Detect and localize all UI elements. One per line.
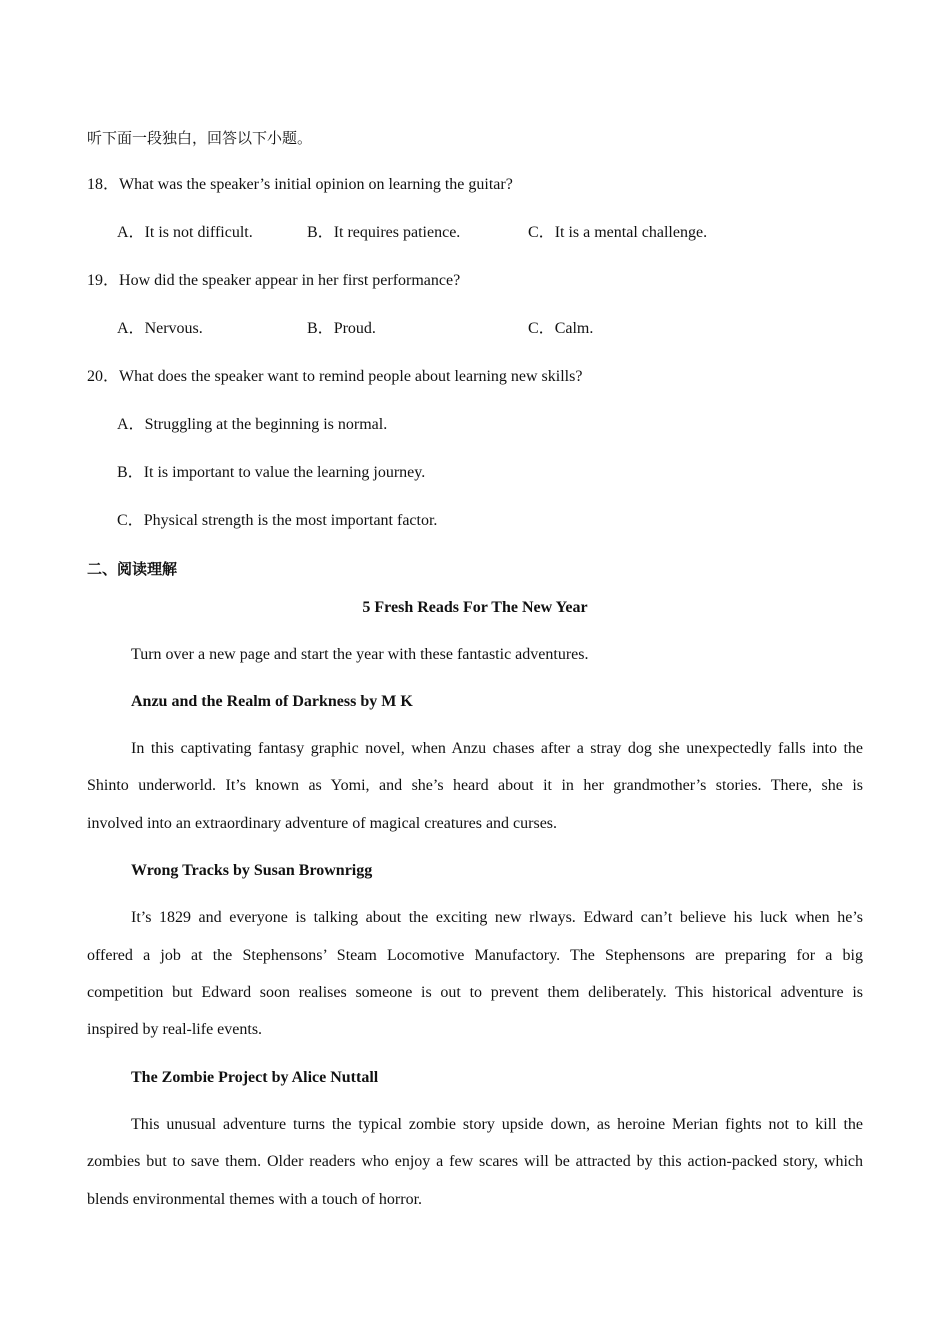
option-20-a (117, 415, 387, 435)
question-text: What was the speaker’s initial opinion on learning the guitar? (119, 176, 513, 193)
option-text: Proud. (333, 320, 376, 337)
book-2-line: offered a job at the Stephensons’ Steam Locomotive Manufactory. The Stephensons are preparing for a big (87, 947, 863, 964)
question-20 (87, 367, 582, 387)
question-number: 20． (87, 368, 120, 385)
option-text: It requires patience. (333, 224, 461, 241)
book-1-line: In this captivating fantasy graphic novel, when Anzu chases after a stray dog she unexpectedly falls into the (131, 740, 863, 757)
option-19-b (307, 319, 376, 339)
book-3-line: blends environmental themes with a touch of horror. (87, 1191, 423, 1208)
option-text: It is important to value the learning journey. (143, 464, 426, 481)
book-2-line: inspired by real-life events. (87, 1021, 263, 1038)
book-heading-3: The Zombie Project by Alice Nuttall (131, 1069, 379, 1086)
question-18 (87, 175, 513, 195)
section-heading: 二、阅读理解 (87, 560, 178, 578)
book-heading-2: Wrong Tracks by Susan Brownrigg (131, 862, 373, 879)
question-text: What does the speaker want to remind people about learning new skills? (119, 368, 583, 385)
option-18-c (528, 223, 707, 243)
book-2-line: It’s 1829 and everyone is talking about the exciting new rlways. Edward can’t believe his luck when he’s (131, 909, 863, 926)
question-number: 18． (87, 176, 120, 193)
book-1-line: Shinto underworld. It’s known as Yomi, and she’s heard about it in her grandmother’s stories. There, she is (87, 777, 863, 794)
option-text: Struggling at the beginning is normal. (144, 416, 388, 433)
book-heading-1: Anzu and the Realm of Darkness by M K (131, 693, 413, 710)
option-20-c (117, 511, 437, 531)
option-text: Nervous. (144, 320, 203, 337)
option-text: It is a mental challenge. (554, 224, 708, 241)
option-text: Calm. (554, 320, 594, 337)
book-3-line: This unusual adventure turns the typical zombie story upside down, as heroine Merian fights not to kill the (131, 1116, 863, 1133)
listening-instruction: 听下面一段独白，回答以下小题。 (87, 129, 313, 147)
option-19-a (117, 319, 203, 339)
option-letter: B． (307, 224, 334, 241)
option-letter: C． (117, 512, 144, 529)
article-title: 5 Fresh Reads For The New Year (362, 599, 588, 616)
option-letter: A． (117, 416, 145, 433)
option-20-b (117, 463, 425, 483)
option-letter: A． (117, 320, 145, 337)
article-intro: Turn over a new page and start the year with these fantastic adventures. (131, 646, 589, 663)
option-18-b (307, 223, 460, 243)
option-text: It is not difficult. (144, 224, 253, 241)
option-18-a (117, 223, 253, 243)
question-text: How did the speaker appear in her first performance? (119, 272, 461, 289)
option-letter: C． (528, 320, 555, 337)
option-text: Physical strength is the most important factor. (143, 512, 438, 529)
option-19-c (528, 319, 593, 339)
question-19 (87, 271, 460, 291)
book-2-line: competition but Edward soon realises someone is out to prevent them deliberately. This historical adventure is (87, 984, 863, 1001)
book-3-line: zombies but to save them. Older readers who enjoy a few scares will be attracted by this action-packed story, which (87, 1153, 863, 1170)
option-letter: B． (117, 464, 144, 481)
question-number: 19． (87, 272, 120, 289)
option-letter: A． (117, 224, 145, 241)
book-1-line: involved into an extraordinary adventure of magical creatures and curses. (87, 815, 558, 832)
option-letter: C． (528, 224, 555, 241)
option-letter: B． (307, 320, 334, 337)
